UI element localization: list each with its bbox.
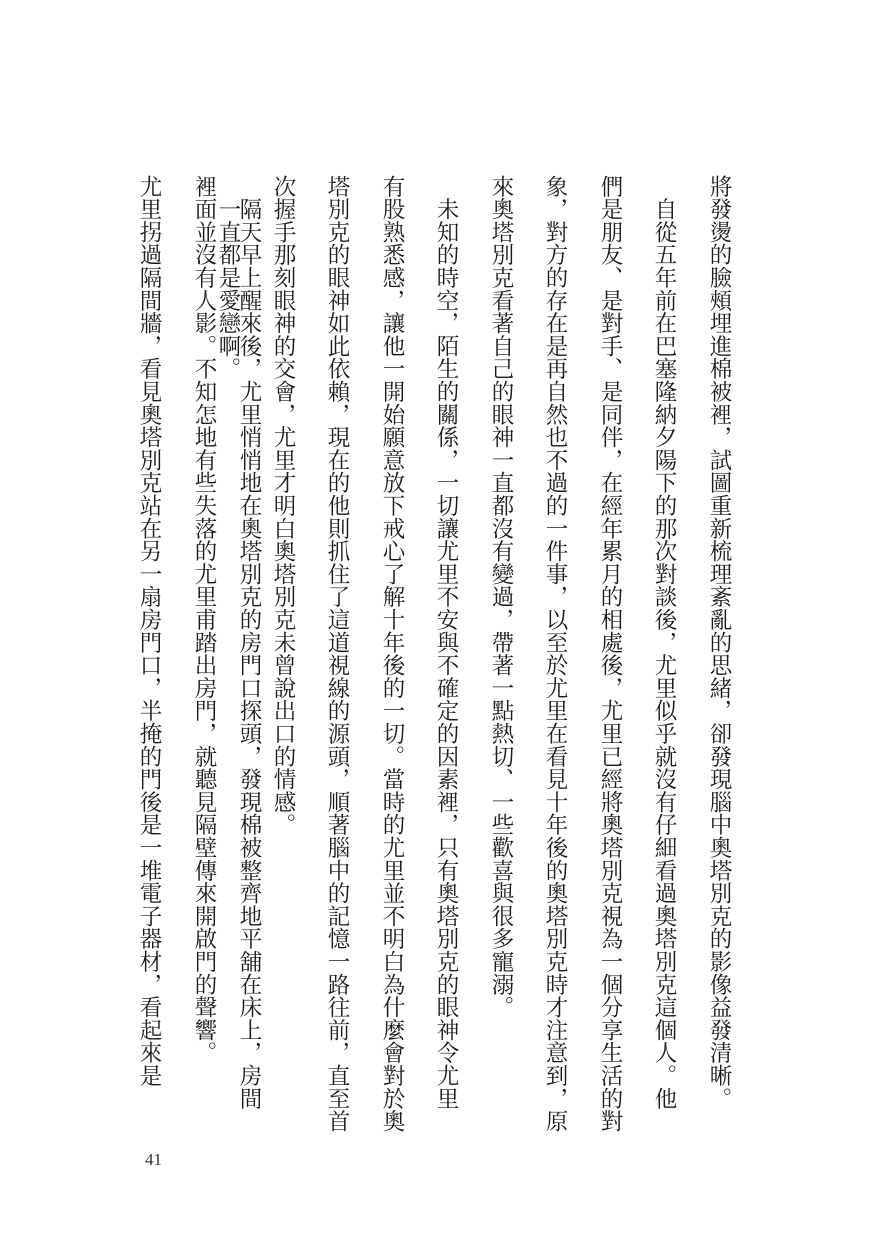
text-line-7: 有股熟悉感，讓他一開始願意放下戒心了解十年後的一切。當時的尤里並不明白為什麼會對於奧 [379, 175, 405, 1133]
text-line-11: 隔天早上醒來後，尤里悄悄地在奧塔別克的房門口探頭，發現棉被整齊地平舖在床上，房間 [236, 175, 262, 1110]
text-line-8: 塔別克的眼神如此依賴，現在的他則抓住了這道視線的源頭，順著腦中的記憶一路往前，直至首 [324, 175, 350, 1133]
text-line-9: 次握手那刻眼神的交會，尤里才明白奧塔別克未曾說出口的情感。 [270, 175, 296, 837]
text-line-4: 象，對方的存在是再自然也不過的一件事，以至於尤里在看見十年後的奧塔別克時才注意到，原 [542, 175, 568, 1133]
text-line-5: 來奧塔別克看著自己的眼神一直都沒有變過，帶著一點熱切、一些歡喜與很多寵溺。 [488, 175, 514, 1019]
text-line-2: 自從五年前在巴塞隆納夕陽下的那次對談後，尤里似乎就沒有仔細看過奧塔別克這個人。他 [651, 175, 677, 1110]
text-line-10: 一直都是愛戀啊。 [215, 175, 241, 381]
text-line-12: 裡面並沒有人影。不知怎地有些失落的尤里甫踏出房門，就聽見隔壁傳來開啟門的聲響。 [191, 175, 217, 1065]
text-line-13: 尤里拐過隔間牆，看見奧塔別克站在另一扇房門口，半掩的門後是一堆電子器材，看起來是 [136, 175, 162, 1087]
page-number: 41 [145, 1150, 162, 1169]
text-line-3: 們是朋友、是對手、是同伴，在經年累月的相處後，尤里已經將奧塔別克視為一個分享生活的對 [597, 175, 623, 1133]
text-line-6: 未知的時空，陌生的關係，一切讓尤里不安與不確定的因素裡，只有奧塔別克的眼神令尤里 [433, 175, 459, 1110]
text-line-1: 將發燙的臉頰埋進棉被裡，試圖重新梳理紊亂的思緒，卻發現腦中奧塔別克的影像益發清晰。 [706, 175, 732, 1110]
